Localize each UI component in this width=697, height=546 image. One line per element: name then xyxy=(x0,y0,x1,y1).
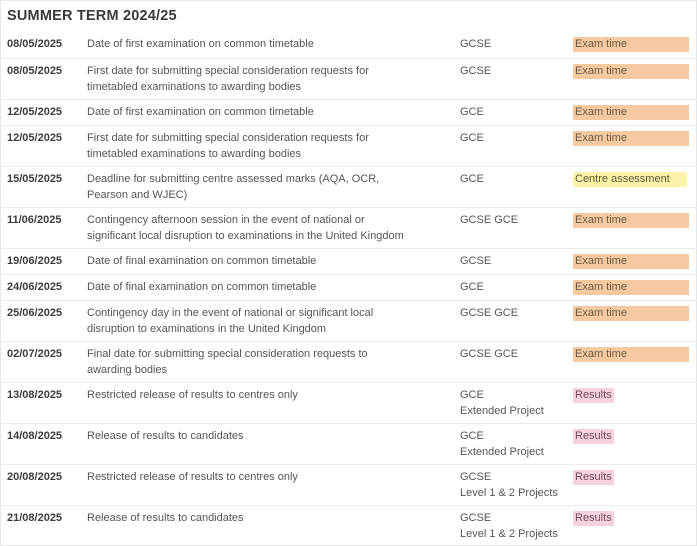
row-qualification xyxy=(460,131,568,147)
row-description xyxy=(87,131,442,162)
row-date: 12/05/2025 xyxy=(7,106,63,118)
description-line: significant local disruption to examinations in the United Kingdom xyxy=(87,229,404,242)
category-badge: Exam time xyxy=(573,64,689,79)
description-line: Release of results to candidates xyxy=(87,430,244,442)
row-description xyxy=(87,254,442,270)
row-qualification xyxy=(460,172,568,188)
table-row xyxy=(1,248,697,274)
row-description xyxy=(87,37,442,53)
row-description xyxy=(87,306,442,337)
qualification-line: Extended Project xyxy=(460,445,544,458)
table-row xyxy=(1,274,697,300)
table-row xyxy=(1,58,697,99)
description-line: disruption to examinations in the United Kingdom xyxy=(87,322,327,335)
table-row xyxy=(1,300,697,341)
description-line: First date for submitting special consideration requests for xyxy=(87,132,369,144)
table-row xyxy=(1,125,697,166)
qualification-line: GCE xyxy=(460,106,484,118)
row-qualification xyxy=(460,105,568,121)
qualification-line: GCSE xyxy=(460,255,492,267)
category-badge: Exam time xyxy=(573,280,689,295)
category-badge: Exam time xyxy=(573,105,689,120)
table-row xyxy=(1,382,697,423)
row-date: 12/05/2025 xyxy=(7,132,63,144)
row-description xyxy=(87,511,442,527)
description-line: Restricted release of results to centres only xyxy=(87,471,298,483)
category-badge: Results xyxy=(575,430,612,442)
row-qualification xyxy=(460,213,568,229)
table-row xyxy=(1,207,697,248)
page-title: SUMMER TERM 2024/25 xyxy=(7,8,177,24)
row-qualification xyxy=(460,388,568,419)
description-line: Date of final examination on common timetable xyxy=(87,255,317,267)
row-date: 25/06/2025 xyxy=(7,307,63,319)
row-date: 13/08/2025 xyxy=(7,389,63,401)
row-description xyxy=(87,172,442,203)
table-row xyxy=(1,464,697,505)
qualification-line: GCE xyxy=(460,281,484,293)
timetable-rows xyxy=(1,32,697,546)
category-badge: Exam time xyxy=(573,306,689,321)
description-line: timetabled examinations to awarding bodies xyxy=(87,147,302,160)
category-badge: Centre assessment xyxy=(573,172,687,187)
category-badge: Exam time xyxy=(573,37,689,52)
row-description xyxy=(87,429,442,445)
category-badge: Exam time xyxy=(573,347,689,362)
row-date: 08/05/2025 xyxy=(7,65,63,77)
qualification-line: Level 1 & 2 Projects xyxy=(460,527,558,540)
qualification-line: Extended Project xyxy=(460,404,544,417)
table-row xyxy=(1,32,697,58)
row-date: 02/07/2025 xyxy=(7,348,63,360)
table-row xyxy=(1,423,697,464)
row-description xyxy=(87,280,442,296)
description-line: Date of final examination on common timetable xyxy=(87,281,317,293)
description-line: Final date for submitting special consideration requests to xyxy=(87,348,368,360)
row-qualification xyxy=(460,511,568,542)
description-line: Date of first examination on common timetable xyxy=(87,106,314,118)
row-qualification xyxy=(460,347,568,363)
qualification-line: GCSE xyxy=(460,38,492,50)
row-qualification xyxy=(460,306,568,322)
row-description xyxy=(87,470,442,486)
description-line: Contingency day in the event of national or significant local xyxy=(87,307,374,319)
row-description xyxy=(87,213,442,244)
category-badge: Results xyxy=(575,389,612,401)
qualification-line: GCSE GCE xyxy=(460,307,519,319)
qualification-line: GCSE GCE xyxy=(460,348,519,360)
table-row xyxy=(1,505,697,546)
description-line: Restricted release of results to centres only xyxy=(87,389,298,401)
table-row xyxy=(1,99,697,125)
row-date: 20/08/2025 xyxy=(7,471,63,483)
category-badge: Results xyxy=(575,471,612,483)
row-date: 21/08/2025 xyxy=(7,512,63,524)
row-description xyxy=(87,64,442,95)
qualification-line: GCE xyxy=(460,430,484,442)
qualification-line: GCE xyxy=(460,132,484,144)
qualification-line: GCSE xyxy=(460,471,492,483)
description-line: Release of results to candidates xyxy=(87,512,244,524)
table-row xyxy=(1,166,697,207)
qualification-line: GCSE xyxy=(460,65,492,77)
description-line: Pearson and WJEC) xyxy=(87,188,188,201)
qualification-line: GCE xyxy=(460,389,484,401)
qualification-line: GCSE xyxy=(460,512,492,524)
qualification-line: Level 1 & 2 Projects xyxy=(460,486,558,499)
row-date: 14/08/2025 xyxy=(7,430,63,442)
row-date: 08/05/2025 xyxy=(7,38,63,50)
description-line: Date of first examination on common timetable xyxy=(87,38,314,50)
row-date: 24/06/2025 xyxy=(7,281,63,293)
category-badge: Exam time xyxy=(573,254,689,269)
table-row xyxy=(1,341,697,382)
row-date: 11/06/2025 xyxy=(7,214,62,226)
row-qualification xyxy=(460,64,568,80)
row-qualification xyxy=(460,470,568,501)
category-badge: Exam time xyxy=(573,131,689,146)
row-qualification xyxy=(460,280,568,296)
row-qualification xyxy=(460,254,568,270)
row-date: 19/06/2025 xyxy=(7,255,63,267)
category-badge: Exam time xyxy=(573,213,689,228)
qualification-line: GCE xyxy=(460,173,484,185)
description-line: awarding bodies xyxy=(87,363,168,376)
row-description xyxy=(87,388,442,404)
description-line: timetabled examinations to awarding bodies xyxy=(87,80,302,93)
qualification-line: GCSE GCE xyxy=(460,214,519,226)
row-qualification xyxy=(460,429,568,460)
description-line: Contingency afternoon session in the event of national or xyxy=(87,214,365,226)
row-description xyxy=(87,105,442,121)
category-badge: Results xyxy=(575,512,612,524)
row-description xyxy=(87,347,442,378)
row-qualification xyxy=(460,37,568,53)
row-date: 15/05/2025 xyxy=(7,173,63,185)
description-line: First date for submitting special consideration requests for xyxy=(87,65,369,77)
description-line: Deadline for submitting centre assessed marks (AQA, OCR, xyxy=(87,173,380,185)
